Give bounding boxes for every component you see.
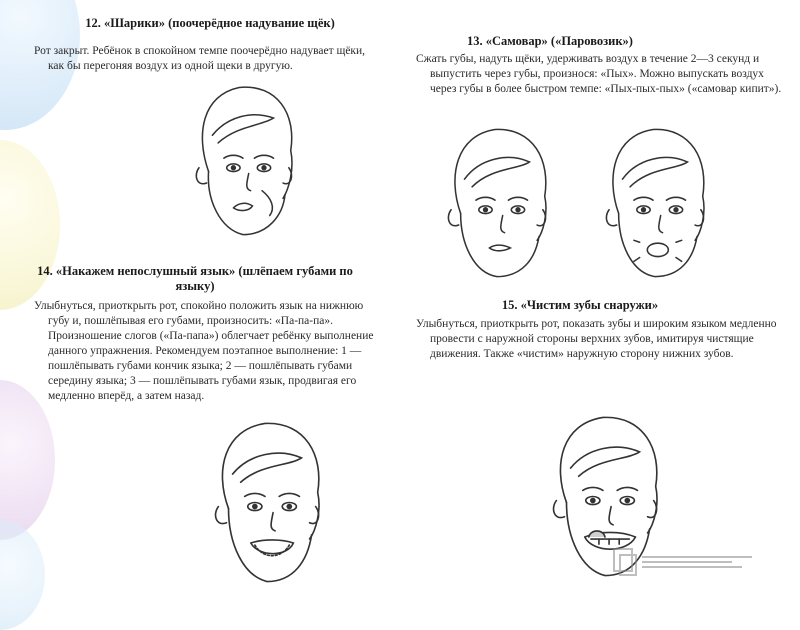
exercise-15-title: 15. «Чистим зубы снаружи» [501,298,659,312]
exercise-14-text: Улыбнуться, приоткрыть рот, спокойно положить язык на нижнюю губу и, пошлёпывая его губами, произносить: «Па-па-па». Произношение слогов («Па-папа») облегчает ребёнку выполнение данного упражнения. Рекомендуем поэтапное выполнение: 1 — пошлёпывать губами кончик языка; 2 — пошлёпывать губами середину языка; 3 — пошлёпывать губами язык, продвигая его медленно вперёд, а затем назад. [34,300,374,402]
child-face-tongue-slapping-illustration [190,410,342,595]
child-face-puffed-cheek-illustration [168,76,316,248]
exercise-13-text: Сжать губы, надуть щёки, удерживать воздух в течение 2—3 секунд и выпустить через губы, произнося: «Пых». Можно выпускать воздух через губы в более быстром темпе: «Пых-пых-пых» («самовар кипит»). [416,53,782,95]
watermark-icon [612,547,638,577]
balloon-decoration-purple [0,380,55,540]
child-face-closed-lips-illustration [420,118,572,290]
watermark-lines [642,556,752,568]
exercise-13-title: 13. «Самовар» («Паровозик») [467,34,633,48]
exercise-12-text: Рот закрыт. Ребёнок в спокойном темпе поочерёдно надувает щёки, как бы перегоняя воздух из одной щеки в другую. [34,45,366,72]
exercise-12-title: 12. «Шарики» (поочерёдное надувание щёк) [85,16,335,30]
balloon-decoration-light-blue [0,520,45,630]
exercise-14-title: 14. «Накажем непослушный язык» (шлёпаем губами по языку) [37,264,353,293]
exercise-15-text: Улыбнуться, приоткрыть рот, показать зубы и широким языком медленно провести с наружной стороны верхних зубов, имитируя чистящие движения. Также «чистим» наружную сторону нижних зубов. [416,318,777,360]
watermark-logo [612,545,762,579]
child-face-blowing-air-illustration [578,118,730,290]
